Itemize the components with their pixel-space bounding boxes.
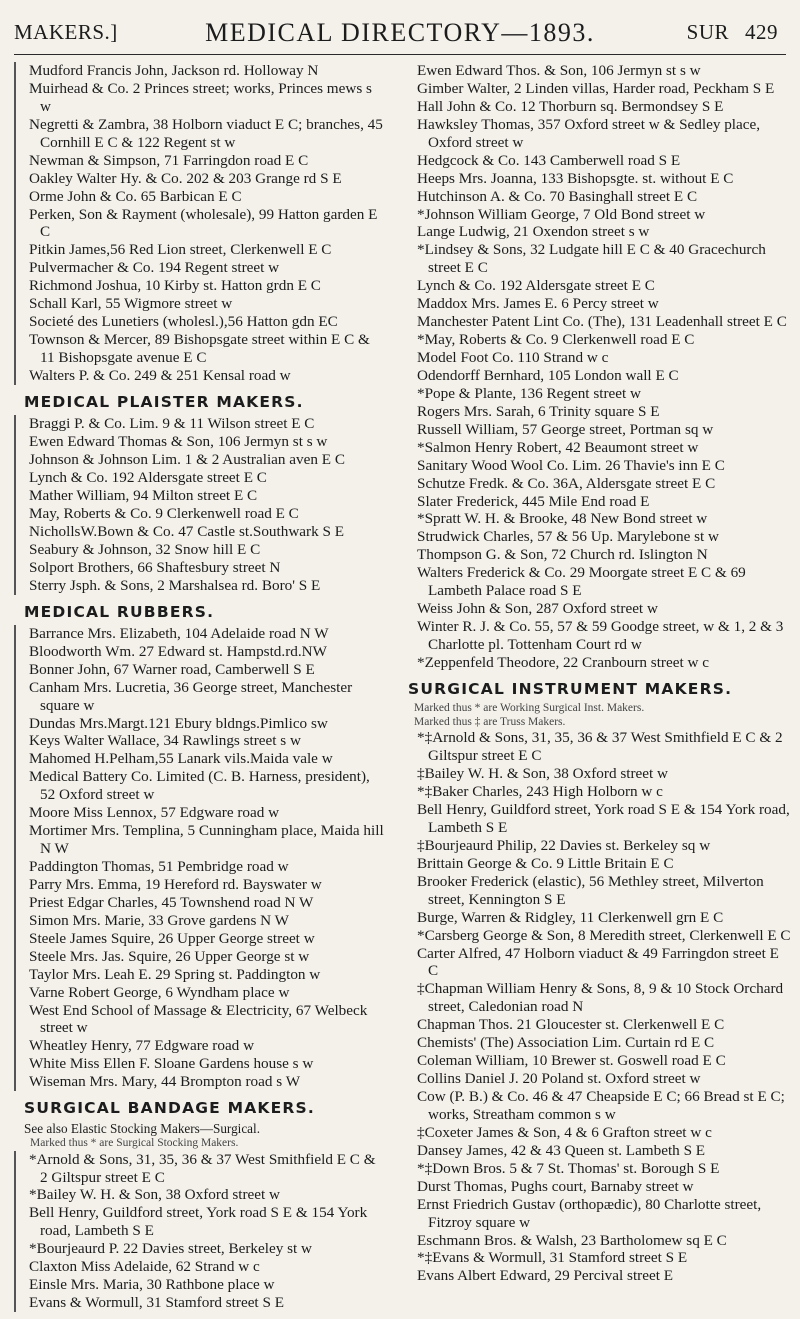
- directory-entry: Seabury & Johnson, 32 Snow hill E C: [14, 541, 386, 559]
- medical-rubbers-heading: MEDICAL RUBBERS.: [24, 602, 215, 621]
- directory-entry: Braggi P. & Co. Lim. 9 & 11 Wilson street E C: [14, 415, 386, 433]
- directory-entry: Muirhead & Co. 2 Princes street; works, Princes mews s w: [14, 80, 386, 116]
- directory-entry: Manchester Patent Lint Co. (The), 131 Leadenhall street E C: [417, 313, 787, 331]
- directory-entry: Claxton Miss Adelaide, 62 Strand w c: [14, 1258, 386, 1276]
- directory-entry: Paddington Thomas, 51 Pembridge road w: [14, 858, 386, 876]
- directory-entry: Wiseman Mrs. Mary, 44 Brompton road s W: [14, 1073, 386, 1091]
- directory-entry: Medical Battery Co. Limited (C. B. Harness, president), 52 Oxford street w: [14, 768, 386, 804]
- bandage-continued-list: [408, 62, 792, 672]
- header-section-label: MAKERS.]: [14, 20, 118, 44]
- directory-entry: Coleman William, 10 Brewer st. Goswell road E C: [417, 1052, 726, 1070]
- header-section-abbrev: SUR: [686, 20, 729, 44]
- directory-entry: Eschmann Bros. & Walsh, 23 Bartholomew sq E C: [417, 1231, 727, 1249]
- directory-entry: Ewen Edward Thos. & Son, 106 Jermyn st s w: [417, 62, 701, 79]
- directory-entry: *Zeppenfeld Theodore, 22 Cranbourn street w c: [417, 653, 709, 671]
- bandage-see-also: See also Elastic Stocking Makers—Surgical.: [24, 1121, 260, 1137]
- directory-entry: Townson & Mercer, 89 Bishopsgate street within E C & 11 Bishopsgate avenue E C: [14, 331, 386, 367]
- directory-entry: *‡Arnold & Sons, 31, 35, 36 & 37 West Smithfield E C & 2 Giltspur street E C: [417, 729, 783, 765]
- directory-entry: Chapman Thos. 21 Gloucester st. Clerkenwell E C: [417, 1016, 725, 1034]
- directory-entry: Taylor Mrs. Leah E. 29 Spring st. Paddington w: [14, 966, 386, 984]
- directory-entry: *Carsberg George & Son, 8 Meredith street, Clerkenwell E C: [417, 926, 791, 944]
- directory-entry: Chemists' (The) Association Lim. Curtain rd E C: [417, 1034, 715, 1052]
- directory-entry: Wheatley Henry, 77 Edgware road w: [14, 1037, 386, 1055]
- directory-entry: Newman & Simpson, 71 Farringdon road E C: [14, 152, 386, 170]
- directory-entry: Mortimer Mrs. Templina, 5 Cunningham place, Maida hill N W: [14, 822, 386, 858]
- directory-entry: Walters Frederick & Co. 29 Moorgate street E C & 69 Lambeth Palace road S E: [417, 564, 746, 600]
- directory-entry: Lynch & Co. 192 Aldersgate street E C: [14, 469, 386, 487]
- directory-entry: Parry Mrs. Emma, 19 Hereford rd. Bayswater w: [14, 876, 386, 894]
- directory-entry: Bell Henry, Guildford street, York road S E & 154 York road, Lambeth S E: [14, 1204, 386, 1240]
- directory-entry: Carter Alfred, 47 Holborn viaduct & 49 Farringdon street E C: [417, 944, 779, 980]
- directory-entry: Lange Ludwig, 21 Oxendon street s w: [417, 223, 650, 241]
- directory-entry: Moore Miss Lennox, 57 Edgware road w: [14, 804, 386, 822]
- directory-entry: ‡Coxeter James & Son, 4 & 6 Grafton street w c: [417, 1123, 712, 1141]
- directory-entry: Dansey James, 42 & 43 Queen st. Lambeth S E: [417, 1141, 706, 1159]
- bandage-makers-list: [14, 1151, 386, 1312]
- directory-entry: Mather William, 94 Milton street E C: [14, 487, 386, 505]
- directory-entry: Lynch & Co. 192 Aldersgate street E C: [417, 277, 655, 295]
- directory-entry: Odendorff Bernhard, 105 London wall E C: [417, 366, 679, 384]
- directory-entry: Russell William, 57 George street, Portman sq w: [417, 420, 714, 438]
- directory-entry: Evans Albert Edward, 29 Percival street E: [417, 1267, 673, 1285]
- directory-entry: *Lindsey & Sons, 32 Ludgate hill E C & 40 Gracechurch street E C: [417, 241, 766, 277]
- directory-entry: Bonner John, 67 Warner road, Camberwell S E: [14, 661, 386, 679]
- directory-entry: Hall John & Co. 12 Thorburn sq. Bermondsey S E: [417, 97, 724, 115]
- directory-entry: Dundas Mrs.Margt.121 Ebury bldngs.Pimlico sw: [14, 715, 386, 733]
- directory-entry: Barrance Mrs. Elizabeth, 104 Adelaide road N W: [14, 625, 386, 643]
- directory-entry: Gimber Walter, 2 Linden villas, Harder road, Peckham S E: [417, 79, 775, 97]
- directory-entry: Winter R. J. & Co. 55, 57 & 59 Goodge street, w & 1, 2 & 3 Charlotte pl. Tottenham Court rd w: [417, 618, 784, 653]
- directory-entry: Solport Brothers, 66 Shaftesbury street N: [14, 559, 386, 577]
- directory-entry: *Bourjeaurd P. 22 Davies street, Berkeley st w: [14, 1240, 386, 1258]
- directory-entry: Pulvermacher & Co. 194 Regent street w: [14, 259, 386, 277]
- directory-entry: Cow (P. B.) & Co. 46 & 47 Cheapside E C; 66 Bread st E C; works, Streatham common s w: [417, 1088, 785, 1123]
- directory-entry: Richmond Joshua, 10 Kirby st. Hatton grdn E C: [14, 277, 386, 295]
- running-header: [14, 14, 786, 55]
- directory-entry: *May, Roberts & Co. 9 Clerkenwell road E C: [417, 331, 695, 349]
- right-column: [408, 62, 792, 1285]
- header-title: MEDICAL DIRECTORY—1893.: [205, 18, 595, 47]
- directory-entry: Hutchinson A. & Co. 70 Basinghall street E C: [417, 187, 698, 205]
- directory-entry: *‡Evans & Wormull, 31 Stamford street S E: [417, 1249, 688, 1267]
- directory-entry: Schutze Fredk. & Co. 36A, Aldersgate street E C: [417, 474, 716, 492]
- directory-entry: *Arnold & Sons, 31, 35, 36 & 37 West Smithfield E C & 2 Giltspur street E C: [14, 1151, 386, 1187]
- directory-entry: Collins Daniel J. 20 Poland st. Oxford street w: [417, 1070, 701, 1088]
- directory-entry: Thompson G. & Son, 72 Church rd. Islington N: [417, 546, 708, 564]
- bandage-marked-note: Marked thus * are Surgical Stocking Makers.: [30, 1137, 239, 1150]
- directory-entry: Oakley Walter Hy. & Co. 202 & 203 Grange rd S E: [14, 170, 386, 188]
- directory-entry: Einsle Mrs. Maria, 30 Rathbone place w: [14, 1276, 386, 1294]
- directory-entry: *‡Down Bros. 5 & 7 St. Thomas' st. Borough S E: [417, 1159, 720, 1177]
- directory-entry: ‡Chapman William Henry & Sons, 8, 9 & 10 Stock Orchard street, Caledonian road N: [417, 980, 784, 1016]
- instrument-makers-heading: SURGICAL INSTRUMENT MAKERS.: [408, 679, 733, 698]
- directory-entry: Hedgcock & Co. 143 Camberwell road S E: [417, 151, 681, 169]
- directory-entry: Priest Edgar Charles, 45 Townshend road N W: [14, 894, 386, 912]
- directory-entry: Mahomed H.Pelham,55 Lanark vils.Maida vale w: [14, 750, 386, 768]
- directory-entry: *‡Baker Charles, 243 High Holborn w c: [417, 783, 663, 801]
- directory-entry: Pitkin James,56 Red Lion street, Clerkenwell E C: [14, 241, 386, 259]
- directory-entry: Walters P. & Co. 249 & 251 Kensal road w: [14, 367, 386, 385]
- directory-entry: ‡Bailey W. H. & Son, 38 Oxford street w: [417, 765, 668, 783]
- directory-entry: Sanitary Wood Wool Co. Lim. 26 Thavie's inn E C: [417, 456, 725, 474]
- directory-entry: Heeps Mrs. Joanna, 133 Bishopsgte. st. without E C: [417, 169, 734, 187]
- directory-entry: Weiss John & Son, 287 Oxford street w: [417, 600, 658, 618]
- directory-entry: Bell Henry, Guildford street, York road S E & 154 York road, Lambeth S E: [417, 801, 790, 836]
- directory-entry: Brooker Frederick (elastic), 56 Methley street, Milverton street, Kennington S E: [417, 872, 764, 908]
- bandage-makers-heading: SURGICAL BANDAGE MAKERS.: [24, 1099, 315, 1118]
- directory-entry: Bloodworth Wm. 27 Edward st. Hampstd.rd.NW: [14, 643, 386, 661]
- directory-entry: *Johnson William George, 7 Old Bond street w: [417, 205, 706, 223]
- directory-entry: Varne Robert George, 6 Wyndham place w: [14, 984, 386, 1002]
- directory-entry: Slater Frederick, 445 Mile End road E: [417, 492, 650, 510]
- instrument-marked-note-working: Marked thus * are Working Surgical Inst. Makers.: [414, 702, 645, 715]
- left-column: [14, 62, 386, 1312]
- directory-entry: Mudford Francis John, Jackson rd. Holloway N: [14, 62, 386, 80]
- directory-entry: Steele James Squire, 26 Upper George street w: [14, 930, 386, 948]
- directory-entry: West End School of Massage & Electricity, 67 Welbeck street w: [14, 1002, 386, 1038]
- directory-entry: Orme John & Co. 65 Barbican E C: [14, 188, 386, 206]
- directory-entry: Hawksley Thomas, 357 Oxford street w & Sedley place, Oxford street w: [417, 115, 761, 151]
- directory-entry: Johnson & Johnson Lim. 1 & 2 Australian aven E C: [14, 451, 386, 469]
- directory-entry: Evans & Wormull, 31 Stamford street S E: [14, 1294, 386, 1312]
- directory-entry: May, Roberts & Co. 9 Clerkenwell road E C: [14, 505, 386, 523]
- page-number: 429: [745, 20, 778, 44]
- directory-entry: White Miss Ellen F. Sloane Gardens house s w: [14, 1055, 386, 1073]
- opticians-continued-list: [14, 62, 386, 385]
- medical-rubbers-list: [14, 625, 386, 1091]
- directory-entry: *Pope & Plante, 136 Regent street w: [417, 384, 641, 402]
- directory-entry: Sterry Jsph. & Sons, 2 Marshalsea rd. Boro' S E: [14, 577, 386, 595]
- directory-entry: Negretti & Zambra, 38 Holborn viaduct E C; branches, 45 Cornhill E C & 122 Regent st w: [14, 116, 386, 152]
- plaister-makers-heading: MEDICAL PLAISTER MAKERS.: [24, 392, 304, 411]
- directory-entry: Model Foot Co. 110 Strand w c: [417, 349, 609, 366]
- directory-entry: Maddox Mrs. James E. 6 Percy street w: [417, 295, 659, 313]
- plaister-makers-list: [14, 415, 386, 594]
- directory-entry: Keys Walter Wallace, 34 Rawlings street s w: [14, 732, 386, 750]
- directory-entry: Brittain George & Co. 9 Little Britain E C: [417, 854, 674, 872]
- directory-entry: Perken, Son & Rayment (wholesale), 99 Hatton garden E C: [14, 206, 386, 242]
- directory-entry: Ernst Friedrich Gustav (orthopædic), 80 Charlotte street, Fitzroy square w: [417, 1195, 762, 1231]
- directory-entry: Steele Mrs. Jas. Squire, 26 Upper George st w: [14, 948, 386, 966]
- directory-entry: *Spratt W. H. & Brooke, 48 New Bond street w: [417, 510, 708, 528]
- directory-entry: Durst Thomas, Pughs court, Barnaby street w: [417, 1177, 694, 1195]
- directory-entry: ‡Bourjeaurd Philip, 22 Davies st. Berkeley sq w: [417, 836, 711, 854]
- instrument-makers-list: [408, 729, 792, 1285]
- instrument-marked-note-truss: Marked thus ‡ are Truss Makers.: [414, 715, 566, 728]
- directory-entry: Schall Karl, 55 Wigmore street w: [14, 295, 386, 313]
- directory-entry: Ewen Edward Thomas & Son, 106 Jermyn st s w: [14, 433, 386, 451]
- directory-entry: NichollsW.Bown & Co. 47 Castle st.Southwark S E: [14, 523, 386, 541]
- directory-entry: Burge, Warren & Ridgley, 11 Clerkenwell grn E C: [417, 908, 724, 926]
- directory-entry: Societé des Lunetiers (wholesl.),56 Hatton gdn EC: [14, 313, 386, 331]
- directory-entry: Canham Mrs. Lucretia, 36 George street, Manchester square w: [14, 679, 386, 715]
- directory-entry: *Salmon Henry Robert, 42 Beaumont street w: [417, 438, 699, 456]
- directory-entry: Simon Mrs. Marie, 33 Grove gardens N W: [14, 912, 386, 930]
- directory-entry: Strudwick Charles, 57 & 56 Up. Marylebone st w: [417, 528, 720, 546]
- header-right: [671, 20, 778, 45]
- directory-entry: Rogers Mrs. Sarah, 6 Trinity square S E: [417, 402, 660, 420]
- directory-entry: *Bailey W. H. & Son, 38 Oxford street w: [14, 1186, 386, 1204]
